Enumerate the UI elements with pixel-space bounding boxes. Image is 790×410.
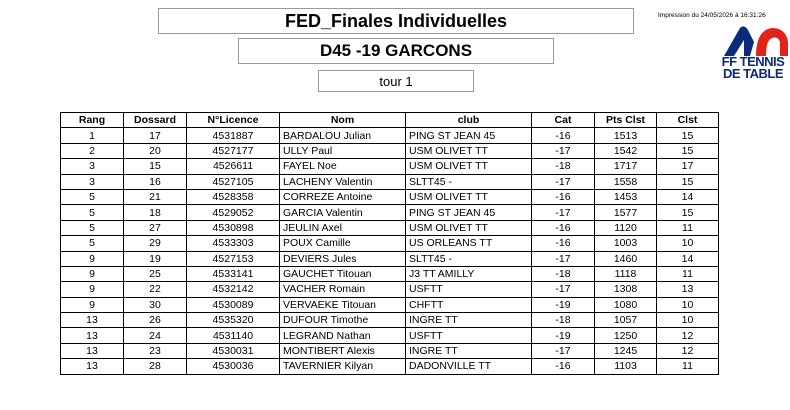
- cell-dossard: 25: [124, 266, 187, 281]
- cell-dossard: 18: [124, 205, 187, 220]
- cell-pts-clst: 1717: [595, 159, 657, 174]
- cell-nom: CORREZE Antoine: [280, 189, 406, 204]
- cell-cat: -18: [532, 313, 595, 328]
- cell-licence: 4527177: [187, 143, 280, 158]
- cell-clst: 10: [657, 236, 719, 251]
- cell-pts-clst: 1120: [595, 220, 657, 235]
- table-row: [61, 282, 719, 297]
- cell-clst: 10: [657, 297, 719, 312]
- cell-pts-clst: 1460: [595, 251, 657, 266]
- cell-rang: 5: [61, 236, 124, 251]
- cell-nom: LACHENY Valentin: [280, 174, 406, 189]
- cell-cat: -19: [532, 328, 595, 343]
- table-row: [61, 328, 719, 343]
- cell-pts-clst: 1080: [595, 297, 657, 312]
- category-title-text: D45 -19 GARCONS: [319, 41, 473, 60]
- cell-clst: 13: [657, 282, 719, 297]
- cell-dossard: 28: [124, 359, 187, 374]
- category-title: [238, 38, 554, 64]
- cell-club: SLTT45 -: [406, 174, 532, 189]
- table-row: [61, 220, 719, 235]
- cell-pts-clst: 1245: [595, 343, 657, 358]
- cell-clst: 12: [657, 343, 719, 358]
- table-row: [61, 205, 719, 220]
- col-header-licence: N°Licence: [187, 113, 280, 128]
- cell-licence: 4527105: [187, 174, 280, 189]
- cell-pts-clst: 1250: [595, 328, 657, 343]
- table-row: [61, 189, 719, 204]
- results-body: [61, 128, 719, 374]
- cell-nom: GARCIA Valentin: [280, 205, 406, 220]
- cell-cat: -17: [532, 343, 595, 358]
- cell-clst: 15: [657, 205, 719, 220]
- cell-nom: DUFOUR Timothe: [280, 313, 406, 328]
- table-row: [61, 297, 719, 312]
- cell-rang: 5: [61, 220, 124, 235]
- cell-nom: BARDALOU Julian: [280, 128, 406, 143]
- cell-nom: VACHER Romain: [280, 282, 406, 297]
- cell-licence: 4530898: [187, 220, 280, 235]
- cell-nom: FAYEL Noe: [280, 159, 406, 174]
- cell-pts-clst: 1542: [595, 143, 657, 158]
- cell-clst: 10: [657, 313, 719, 328]
- cell-licence: 4532142: [187, 282, 280, 297]
- cell-nom: JEULIN Axel: [280, 220, 406, 235]
- table-row: [61, 313, 719, 328]
- cell-dossard: 30: [124, 297, 187, 312]
- cell-cat: -18: [532, 266, 595, 281]
- cell-club: INGRE TT: [406, 343, 532, 358]
- cell-cat: -17: [532, 143, 595, 158]
- cell-pts-clst: 1103: [595, 359, 657, 374]
- cell-licence: 4533141: [187, 266, 280, 281]
- cell-cat: -17: [532, 251, 595, 266]
- cell-licence: 4529052: [187, 205, 280, 220]
- cell-nom: POUX Camille: [280, 236, 406, 251]
- cell-dossard: 23: [124, 343, 187, 358]
- cell-nom: TAVERNIER Kilyan: [280, 359, 406, 374]
- cell-licence: 4530036: [187, 359, 280, 374]
- fftt-logo-text: [716, 56, 790, 80]
- cell-pts-clst: 1558: [595, 174, 657, 189]
- cell-club: USM OLIVET TT: [406, 159, 532, 174]
- cell-rang: 2: [61, 143, 124, 158]
- round-label: [318, 70, 474, 92]
- cell-cat: -16: [532, 359, 595, 374]
- cell-club: USM OLIVET TT: [406, 189, 532, 204]
- table-row: [61, 343, 719, 358]
- table-row: [61, 236, 719, 251]
- cell-cat: -16: [532, 236, 595, 251]
- cell-club: DADONVILLE TT: [406, 359, 532, 374]
- cell-nom: LEGRAND Nathan: [280, 328, 406, 343]
- table-row: [61, 143, 719, 158]
- cell-dossard: 29: [124, 236, 187, 251]
- cell-rang: 13: [61, 313, 124, 328]
- cell-nom: MONTIBERT Alexis: [280, 343, 406, 358]
- cell-club: CHFTT: [406, 297, 532, 312]
- cell-licence: 4533303: [187, 236, 280, 251]
- cell-dossard: 22: [124, 282, 187, 297]
- cell-club: USM OLIVET TT: [406, 143, 532, 158]
- cell-cat: -17: [532, 174, 595, 189]
- cell-club: SLTT45 -: [406, 251, 532, 266]
- cell-rang: 3: [61, 159, 124, 174]
- cell-cat: -18: [532, 159, 595, 174]
- cell-pts-clst: 1308: [595, 282, 657, 297]
- fftt-logo-mark: [716, 26, 790, 56]
- fftt-logo-line2: DE TABLE: [722, 66, 784, 81]
- col-header-nom: Nom: [280, 113, 406, 128]
- cell-pts-clst: 1057: [595, 313, 657, 328]
- cell-nom: DEVIERS Jules: [280, 251, 406, 266]
- cell-licence: 4526611: [187, 159, 280, 174]
- results-header-row: [61, 113, 719, 128]
- cell-pts-clst: 1118: [595, 266, 657, 281]
- cell-rang: 9: [61, 266, 124, 281]
- cell-cat: -16: [532, 128, 595, 143]
- cell-clst: 14: [657, 189, 719, 204]
- fftt-logo: [716, 26, 790, 92]
- table-row: [61, 251, 719, 266]
- cell-rang: 13: [61, 359, 124, 374]
- cell-clst: 11: [657, 220, 719, 235]
- cell-cat: -19: [532, 297, 595, 312]
- cell-rang: 3: [61, 174, 124, 189]
- cell-rang: 5: [61, 205, 124, 220]
- cell-clst: 12: [657, 328, 719, 343]
- cell-dossard: 26: [124, 313, 187, 328]
- table-row: [61, 174, 719, 189]
- print-date: Impression du 24/05/2026 à 16:31:26: [658, 12, 766, 19]
- cell-rang: 13: [61, 343, 124, 358]
- col-header-clst: Clst: [657, 113, 719, 128]
- fftt-logo-line1: FF TENNIS: [721, 54, 785, 69]
- cell-dossard: 24: [124, 328, 187, 343]
- cell-club: PING ST JEAN 45: [406, 128, 532, 143]
- cell-licence: 4530031: [187, 343, 280, 358]
- cell-club: USFTT: [406, 282, 532, 297]
- cell-nom: VERVAEKE Titouan: [280, 297, 406, 312]
- col-header-dossard: Dossard: [124, 113, 187, 128]
- cell-dossard: 16: [124, 174, 187, 189]
- cell-dossard: 27: [124, 220, 187, 235]
- cell-pts-clst: 1453: [595, 189, 657, 204]
- results-table: [60, 112, 719, 375]
- cell-clst: 11: [657, 266, 719, 281]
- cell-clst: 11: [657, 359, 719, 374]
- cell-rang: 9: [61, 297, 124, 312]
- report-title-text: FED_Finales Individuelles: [284, 10, 508, 31]
- cell-rang: 9: [61, 282, 124, 297]
- cell-clst: 15: [657, 128, 719, 143]
- report-title: [158, 8, 634, 34]
- cell-club: US ORLEANS TT: [406, 236, 532, 251]
- cell-clst: 15: [657, 174, 719, 189]
- cell-clst: 17: [657, 159, 719, 174]
- cell-licence: 4527153: [187, 251, 280, 266]
- cell-rang: 9: [61, 251, 124, 266]
- cell-dossard: 15: [124, 159, 187, 174]
- table-row: [61, 159, 719, 174]
- cell-dossard: 21: [124, 189, 187, 204]
- cell-club: INGRE TT: [406, 313, 532, 328]
- cell-club: PING ST JEAN 45: [406, 205, 532, 220]
- round-label-text: tour 1: [379, 73, 413, 89]
- cell-licence: 4535320: [187, 313, 280, 328]
- cell-cat: -16: [532, 220, 595, 235]
- cell-rang: 5: [61, 189, 124, 204]
- cell-club: USFTT: [406, 328, 532, 343]
- table-row: [61, 266, 719, 281]
- cell-club: USM OLIVET TT: [406, 220, 532, 235]
- cell-dossard: 19: [124, 251, 187, 266]
- cell-pts-clst: 1003: [595, 236, 657, 251]
- cell-licence: 4531140: [187, 328, 280, 343]
- cell-dossard: 17: [124, 128, 187, 143]
- cell-rang: 13: [61, 328, 124, 343]
- col-header-pts-clst: Pts Clst: [595, 113, 657, 128]
- cell-nom: ULLY Paul: [280, 143, 406, 158]
- cell-cat: -17: [532, 205, 595, 220]
- cell-licence: 4528358: [187, 189, 280, 204]
- cell-cat: -16: [532, 189, 595, 204]
- col-header-club: club: [406, 113, 532, 128]
- cell-clst: 15: [657, 143, 719, 158]
- cell-nom: GAUCHET Titouan: [280, 266, 406, 281]
- cell-pts-clst: 1577: [595, 205, 657, 220]
- col-header-cat: Cat: [532, 113, 595, 128]
- col-header-rang: Rang: [61, 113, 124, 128]
- cell-rang: 1: [61, 128, 124, 143]
- cell-cat: -17: [532, 282, 595, 297]
- cell-club: J3 TT AMILLY: [406, 266, 532, 281]
- cell-licence: 4531887: [187, 128, 280, 143]
- cell-pts-clst: 1513: [595, 128, 657, 143]
- cell-dossard: 20: [124, 143, 187, 158]
- cell-licence: 4530089: [187, 297, 280, 312]
- table-row: [61, 128, 719, 143]
- table-row: [61, 359, 719, 374]
- cell-clst: 14: [657, 251, 719, 266]
